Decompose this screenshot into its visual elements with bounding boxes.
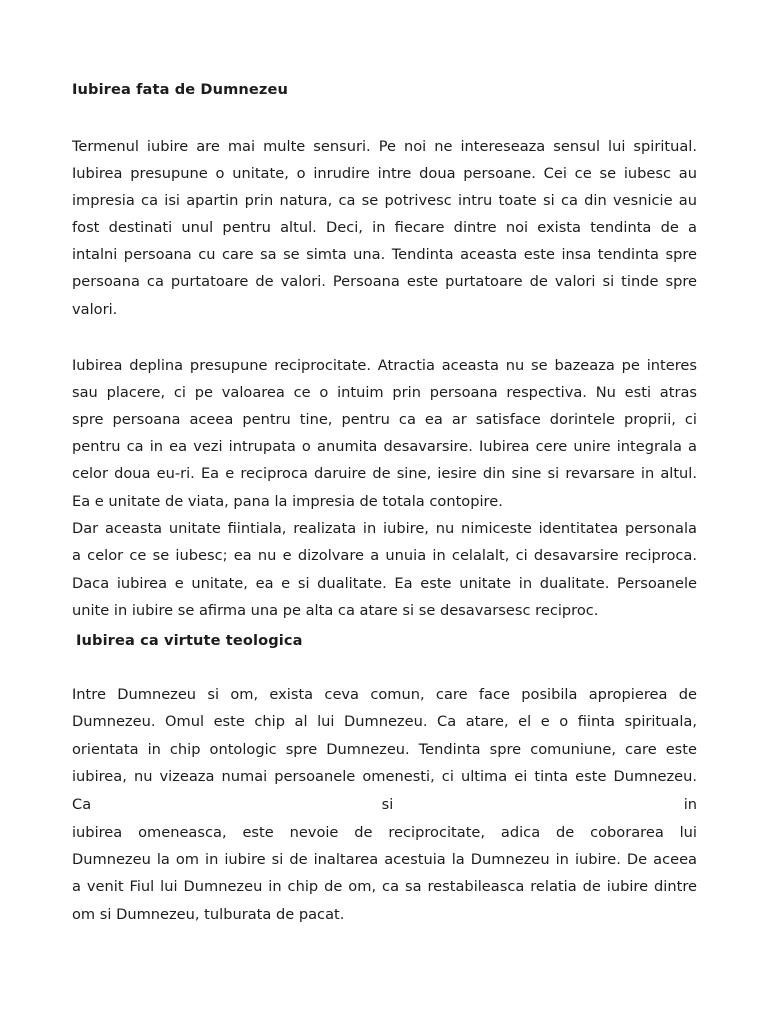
paragraph-line: Dumnezeu. Omul este chip al lui Dumnezeu. Ca atare, el e o fiinta spirituala, <box>72 713 697 730</box>
paragraph-line: Termenul iubire are mai multe sensuri. Pe noi ne intereseaza sensul lui spiritual. <box>72 138 697 155</box>
paragraph-line: spre persoana aceea pentru tine, pentru ca ea ar satisface dorintele proprii, ci <box>72 411 697 428</box>
paragraph-line: a celor ce se iubesc; ea nu e dizolvare a unuia in celalalt, ci desavarsire reciproca. <box>72 547 697 564</box>
paragraph-line: om si Dumnezeu, tulburata de pacat. <box>72 906 345 923</box>
paragraph-line: Ea e unitate de viata, pana la impresia de totala contopire. <box>72 493 503 510</box>
paragraph-line: unite in iubire se afirma una pe alta ca atare si se desavarsesc reciproc. <box>72 602 599 619</box>
paragraph-line: pentru ca in ea vezi intrupata o anumita desavarsire. Iubirea cere unire integrala a <box>72 438 697 455</box>
paragraph-line: persoana ca purtatoare de valori. Persoana este purtatoare de valori si tinde spre <box>72 273 697 290</box>
heading-iubirea-ca-virtute-teologica: Iubirea ca virtute teologica <box>76 632 303 649</box>
paragraph-line: orientata in chip ontologic spre Dumnezeu. Tendinta spre comuniune, care este <box>72 741 697 758</box>
paragraph-line: Intre Dumnezeu si om, exista ceva comun, care face posibila apropierea de <box>72 686 697 703</box>
paragraph-line: intalni persoana cu care sa se simta una. Tendinta aceasta este insa tendinta spre <box>72 246 697 263</box>
paragraph-line: Ca si in <box>72 796 697 813</box>
paragraph-line: Dar aceasta unitate fiintiala, realizata in iubire, nu nimiceste identitatea personala <box>72 520 697 537</box>
paragraph-line: iubirea, nu vizeaza numai persoanele omenesti, ci ultima ei tinta este Dumnezeu. <box>72 768 697 785</box>
paragraph-line: valori. <box>72 301 118 318</box>
paragraph-line: Dumnezeu la om in iubire si de inaltarea acestuia la Dumnezeu in iubire. De aceea <box>72 851 697 868</box>
paragraph-line: iubirea omeneasca, este nevoie de reciprocitate, adica de coborarea lui <box>72 824 697 841</box>
paragraph-line: fost destinati unul pentru altul. Deci, in fiecare dintre noi exista tendinta de a <box>72 219 697 236</box>
heading-iubirea-fata-de-dumnezeu: Iubirea fata de Dumnezeu <box>72 81 288 98</box>
paragraph-line: celor doua eu-ri. Ea e reciproca daruire de sine, iesire din sine si revarsare in altul. <box>72 465 697 482</box>
paragraph-line: Iubirea presupune o unitate, o inrudire intre doua persoane. Cei ce se iubesc au <box>72 165 697 182</box>
paragraph-line: impresia ca isi apartin prin natura, ca se potrivesc intru toate si ca din vesnicie au <box>72 192 697 209</box>
paragraph-line: a venit Fiul lui Dumnezeu in chip de om, ca sa restabileasca relatia de iubire dintre <box>72 878 697 895</box>
paragraph-line: sau placere, ci pe valoarea ce o intuim prin persoana respectiva. Nu esti atras <box>72 384 697 401</box>
paragraph-line: Iubirea deplina presupune reciprocitate. Atractia aceasta nu se bazeaza pe interes <box>72 357 697 374</box>
paragraph-line: Daca iubirea e unitate, ea e si dualitate. Ea este unitate in dualitate. Persoanele <box>72 575 697 592</box>
